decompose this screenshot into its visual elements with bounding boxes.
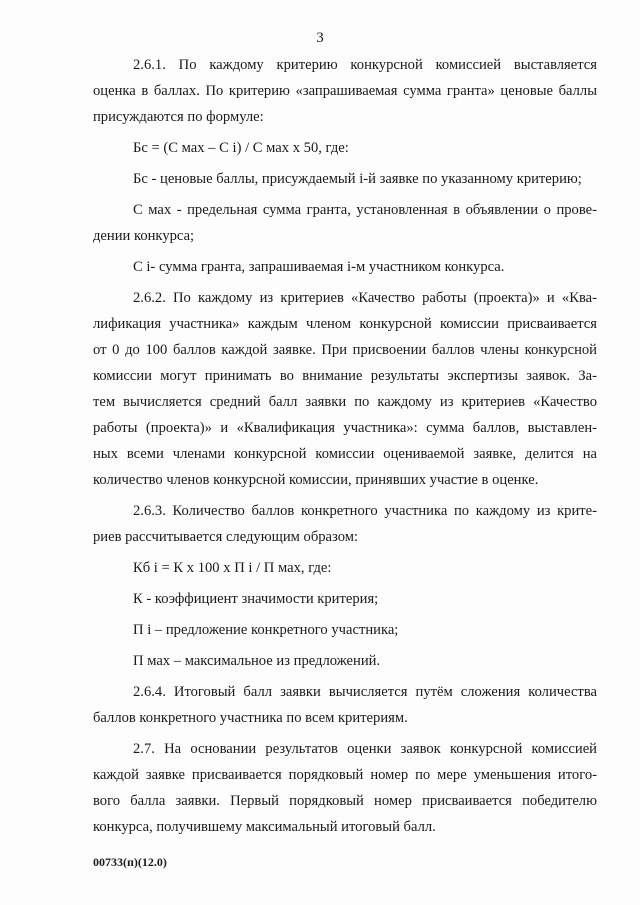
formula-line bbox=[93, 555, 597, 581]
text-line: С і- сумма гранта, запрашиваемая і-м участником конкурса. bbox=[133, 259, 505, 275]
paragraph bbox=[93, 498, 597, 550]
text-line: конкурса, получившему максимальный итоговый балл. bbox=[93, 819, 436, 835]
formula-line bbox=[93, 586, 597, 612]
page-number: 3 bbox=[316, 30, 324, 46]
formula-line bbox=[93, 254, 597, 280]
text-line: каждой заявке присваивается порядковый номер по мере уменьшения итого- bbox=[93, 767, 597, 783]
paragraph bbox=[93, 52, 597, 130]
text-line: П і – предложение конкретного участника; bbox=[133, 622, 399, 638]
text-line: 2.6.4. Итоговый балл заявки вычисляется путём сложения количества bbox=[133, 684, 597, 700]
formula-line bbox=[93, 166, 597, 192]
text-line: Бс - ценовые баллы, присуждаемый і-й заявке по указанному критерию; bbox=[133, 171, 582, 187]
text-line: от 0 до 100 баллов каждой заявке. При присвоении баллов члены конкурсной bbox=[93, 342, 597, 358]
text-line: риев рассчитывается следующим образом: bbox=[93, 529, 359, 545]
formula-line bbox=[93, 197, 597, 249]
text-line: количество членов конкурсной комиссии, принявших участие в оценке. bbox=[93, 472, 539, 488]
text-line: вого балла заявки. Первый порядковый номер присваивается победителю bbox=[93, 793, 597, 809]
text-line: 2.6.2. По каждому из критериев «Качество работы (проекта)» и «Ква- bbox=[133, 290, 597, 306]
text-line: оценка в баллах. По критерию «запрашиваемая сумма гранта» ценовые баллы bbox=[93, 83, 597, 99]
text-line: Кб і = К х 100 х П і / П мах, где: bbox=[133, 560, 332, 576]
formula-line bbox=[93, 648, 597, 674]
text-line: лификация участника» каждым членом конкурсной комиссии присваивается bbox=[93, 316, 597, 332]
text-line: баллов конкретного участника по всем критериям. bbox=[93, 710, 408, 726]
text-line: Бс = (С мах – С і) / С мах х 50, где: bbox=[133, 140, 349, 156]
formula-line bbox=[93, 135, 597, 161]
paragraph bbox=[93, 285, 597, 493]
footer-code: 00733(п)(12.0) bbox=[93, 855, 167, 869]
paragraph bbox=[93, 736, 597, 840]
text-line: дении конкурса; bbox=[93, 228, 195, 244]
document-body bbox=[93, 52, 597, 845]
text-line: 2.6.1. По каждому критерию конкурсной комиссией выставляется bbox=[133, 57, 597, 73]
text-line: присуждаются по формуле: bbox=[93, 109, 264, 125]
text-line: комиссии могут принимать во внимание результаты экспертизы заявок. За- bbox=[93, 368, 597, 384]
text-line: П мах – максимальное из предложений. bbox=[133, 653, 381, 669]
text-line: ных всеми членами конкурсной комиссии оцениваемой заявке, делится на bbox=[93, 446, 597, 462]
text-line: тем вычисляется средний балл заявки по каждому из критериев «Качество bbox=[93, 394, 597, 410]
text-line: работы (проекта)» и «Квалификация участника»: сумма баллов, выставлен- bbox=[93, 420, 597, 436]
text-line: К - коэффициент значимости критерия; bbox=[133, 591, 379, 607]
text-line: 2.7. На основании результатов оценки заявок конкурсной комиссией bbox=[133, 741, 597, 757]
text-line: 2.6.3. Количество баллов конкретного участника по каждому из крите- bbox=[133, 503, 597, 519]
paragraph bbox=[93, 679, 597, 731]
text-line: С мах - предельная сумма гранта, установленная в объявлении о прове- bbox=[133, 202, 597, 218]
formula-line bbox=[93, 617, 597, 643]
